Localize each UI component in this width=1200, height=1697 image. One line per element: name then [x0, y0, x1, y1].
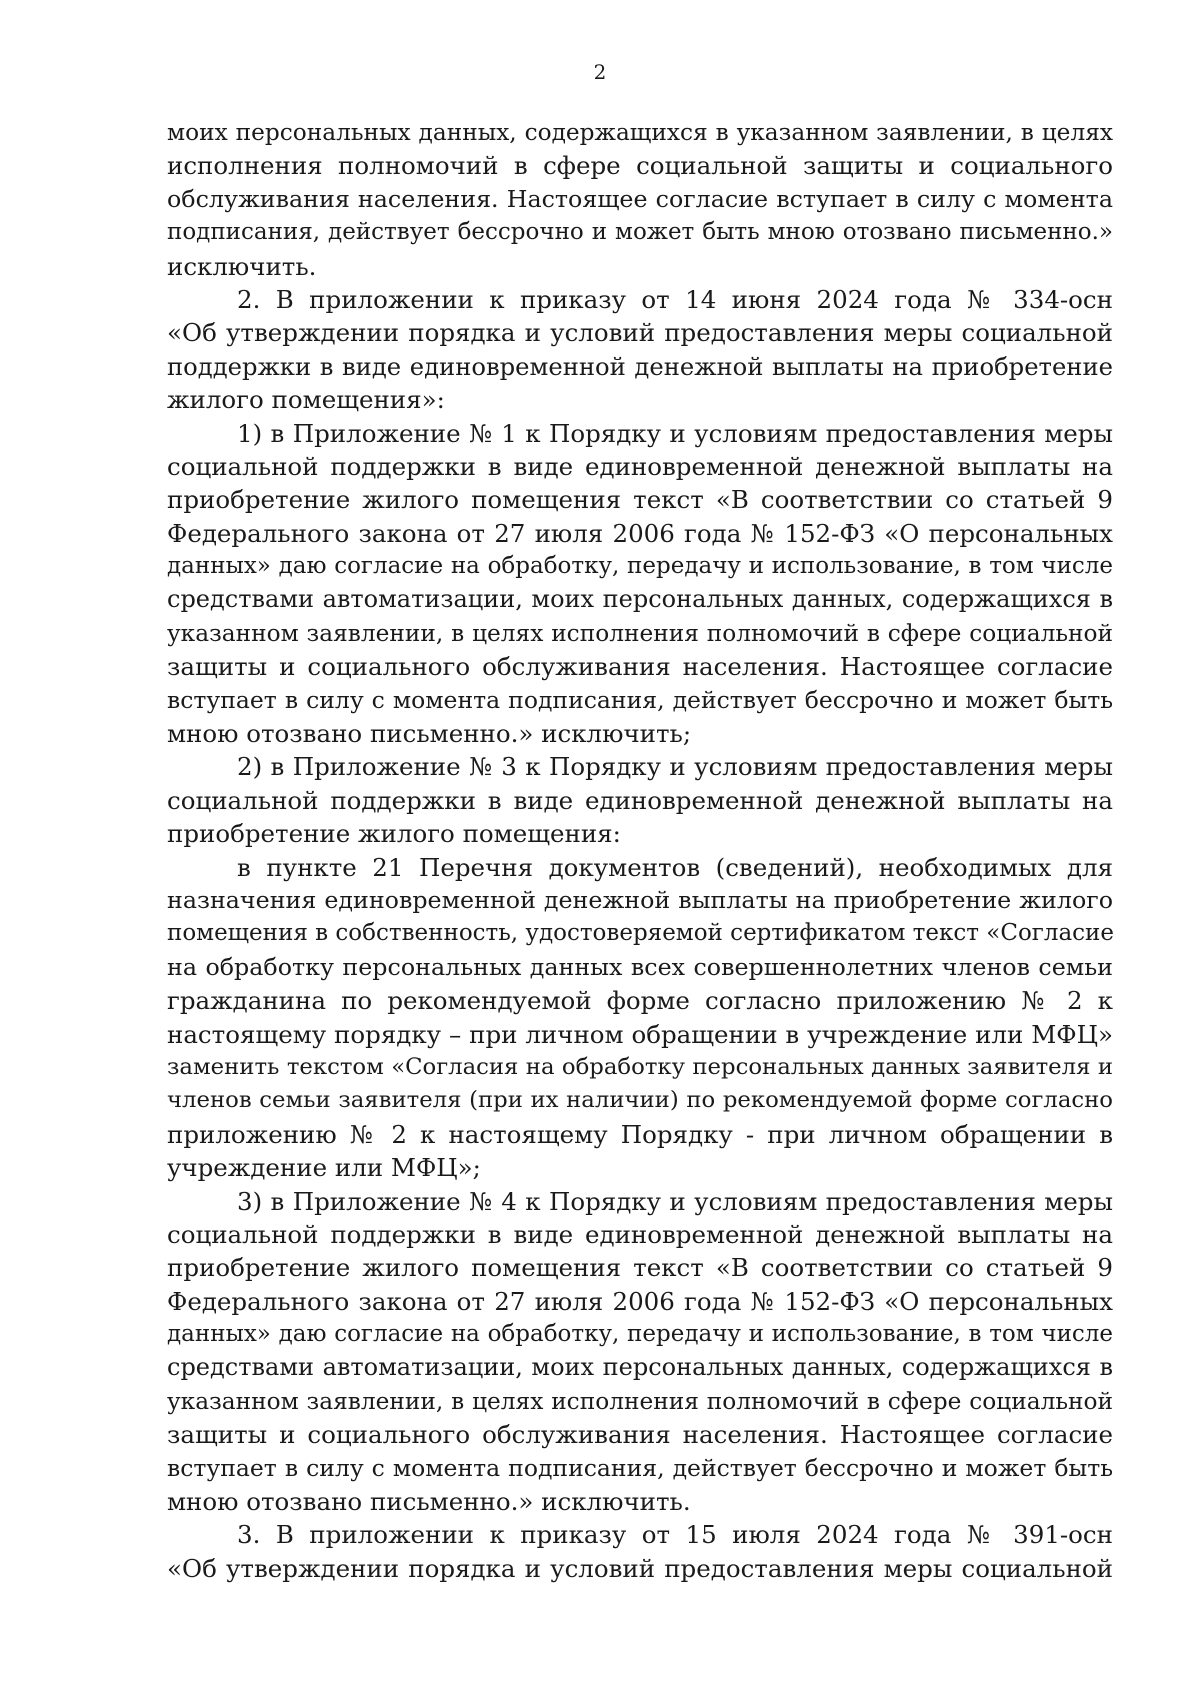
text-line: Федерального закона от 27 июля 2006 года № 152-ФЗ «О персональных [167, 1286, 1113, 1316]
text-line: «Об утверждении порядка и условий предоставления меры социальной [167, 318, 1113, 348]
text-line: защиты и социального обслуживания населения. Настоящее согласие [167, 1420, 1113, 1450]
text-line: исполнения полномочий в сфере социальной защиты и социального [167, 151, 1113, 181]
text-line: подписания, действует бессрочно и может быть мною отозвано письменно.» [167, 219, 1113, 246]
text-line: заменить текстом «Согласия на обработку персональных данных заявителя и [167, 1053, 1113, 1080]
text-line: приложению № 2 к настоящему Порядку - при личном обращении в [167, 1119, 1113, 1149]
text-line: указанном заявлении, в целях исполнения полномочий в сфере социальной [167, 619, 1113, 647]
text-line: приобретение жилого помещения: [167, 819, 621, 849]
text-line: защиты и социального обслуживания населения. Настоящее согласие [167, 652, 1113, 682]
text-line: указанном заявлении, в целях исполнения полномочий в сфере социальной [167, 1387, 1113, 1415]
text-line: гражданина по рекомендуемой форме согласно приложению № 2 к [167, 986, 1113, 1016]
text-line: учреждение или МФЦ»; [167, 1153, 481, 1183]
text-line: исключить. [167, 251, 317, 281]
text-line: 3. В приложении к приказу от 15 июля 2024 года № 391-осн [237, 1520, 1113, 1550]
text-line: настоящему порядку – при личном обращении в учреждение или МФЦ» [167, 1019, 1113, 1049]
text-line: Федерального закона от 27 июля 2006 года № 152-ФЗ «О персональных [167, 518, 1113, 548]
text-line: вступает в силу с момента подписания, действует бессрочно и может быть [167, 1453, 1113, 1482]
text-line: социальной поддержки в виде единовременной денежной выплаты на [167, 451, 1113, 481]
text-line: в пункте 21 Перечня документов (сведений), необходимых для [237, 852, 1113, 882]
text-line: приобретение жилого помещения текст «В соответствии со статьей 9 [167, 485, 1113, 515]
text-line: помещения в собственность, удостоверяемой сертификатом текст «Согласие [167, 920, 1114, 947]
text-line: средствами автоматизации, моих персональных данных, содержащихся в [167, 585, 1113, 614]
text-line: данных» даю согласие на обработку, передачу и использование, в том числе [167, 553, 1113, 580]
text-line: социальной поддержки в виде единовременной денежной выплаты на [167, 1219, 1113, 1249]
text-line: приобретение жилого помещения текст «В соответствии со статьей 9 [167, 1253, 1113, 1283]
text-line: средствами автоматизации, моих персональных данных, содержащихся в [167, 1353, 1113, 1382]
text-line: обслуживания населения. Настоящее согласие вступает в силу с момента [167, 184, 1113, 213]
text-line: вступает в силу с момента подписания, действует бессрочно и может быть [167, 685, 1113, 714]
text-line: 1) в Приложение № 1 к Порядку и условиям предоставления меры [237, 418, 1113, 448]
page-number: 2 [593, 60, 607, 84]
text-line: мною отозвано письменно.» исключить. [167, 1487, 691, 1517]
text-line: данных» даю согласие на обработку, передачу и использование, в том числе [167, 1321, 1113, 1348]
text-line: на обработку персональных данных всех совершеннолетних членов семьи [167, 952, 1113, 981]
text-line: моих персональных данных, содержащихся в указанном заявлении, в целях [167, 119, 1113, 146]
text-line: назначения единовременной денежной выплаты на приобретение жилого [167, 885, 1113, 914]
text-line: мною отозвано письменно.» исключить; [167, 719, 692, 749]
text-line: 2. В приложении к приказу от 14 июня 2024 года № 334-осн [237, 284, 1113, 314]
document-body [167, 116, 1113, 1585]
text-line: 3) в Приложение № 4 к Порядку и условиям предоставления меры [237, 1186, 1113, 1216]
text-line: «Об утверждении порядка и условий предоставления меры социальной [167, 1553, 1113, 1583]
text-line: жилого помещения»: [167, 385, 445, 415]
text-line: 2) в Приложение № 3 к Порядку и условиям предоставления меры [237, 752, 1113, 782]
text-line: социальной поддержки в виде единовременной денежной выплаты на [167, 785, 1113, 815]
text-line: членов семьи заявителя (при их наличии) по рекомендуемой форме согласно [167, 1087, 1113, 1114]
text-line: поддержки в виде единовременной денежной выплаты на приобретение [167, 351, 1113, 381]
